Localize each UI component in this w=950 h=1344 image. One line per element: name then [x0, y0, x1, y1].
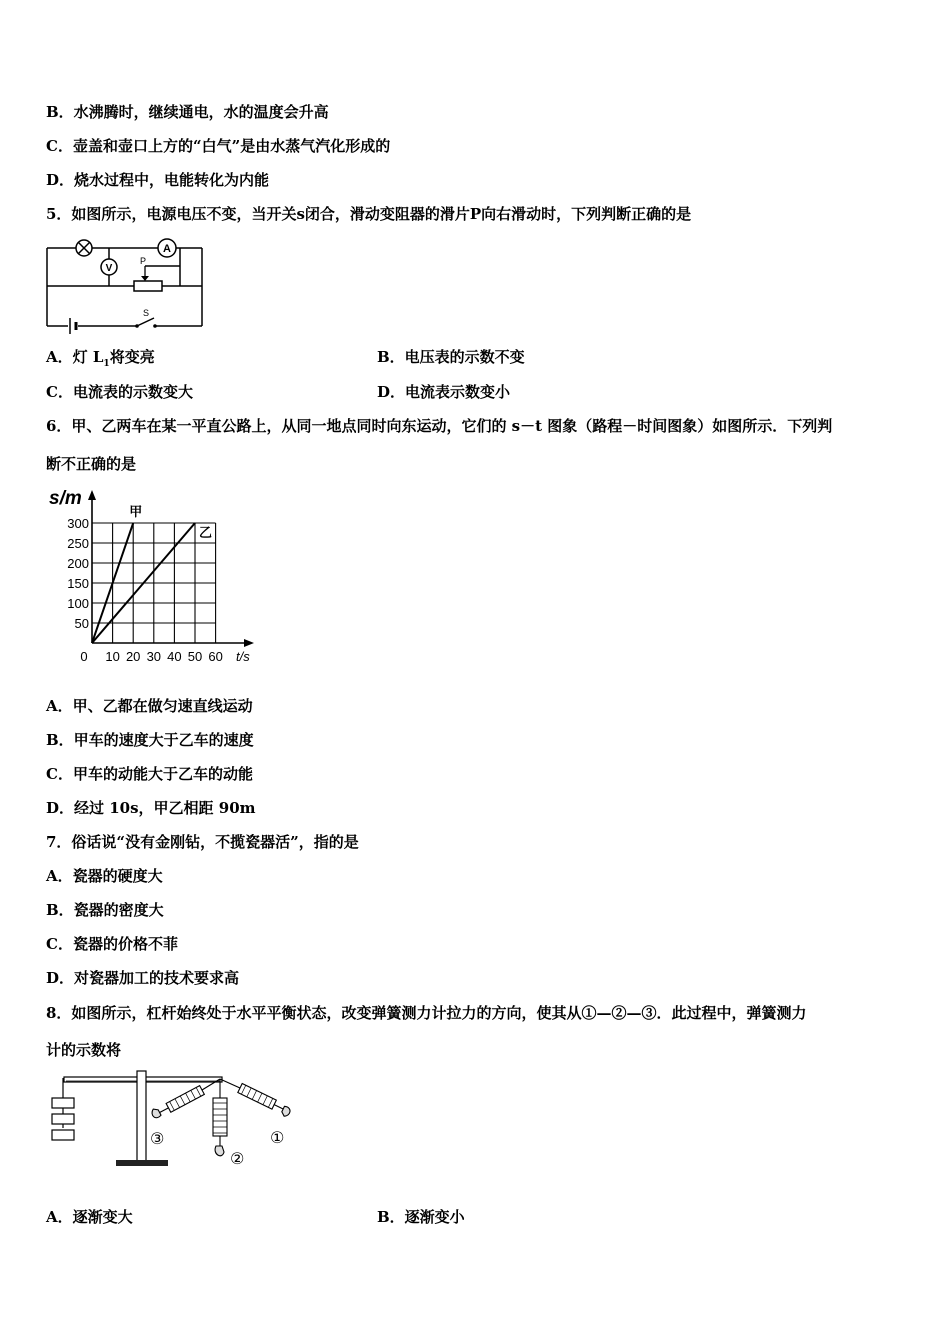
x-tick-label: 60: [208, 649, 223, 664]
svg-text:V: V: [105, 263, 113, 274]
q4-option-b: B．水沸腾时，继续通电，水的温度会升高: [46, 103, 329, 121]
x-tick-label: 50: [187, 649, 203, 664]
position-label-3: ③: [150, 1131, 165, 1148]
q8-option-b: B．逐渐变小: [377, 1208, 465, 1226]
hanging-weights: [52, 1078, 74, 1140]
stand: [116, 1071, 168, 1166]
q7-option-b: B．瓷器的密度大: [46, 901, 164, 919]
q6-option-a: A．甲、乙都在做匀速直线运动: [46, 697, 253, 715]
y-tick-label: 150: [67, 576, 89, 591]
x-tick-label: 30: [146, 649, 162, 664]
ammeter-icon: [158, 239, 176, 257]
q5-option-d: D．电流表示数变小: [377, 383, 511, 401]
q4-option-c: C．壶盖和壶口上方的“白气”是由水蒸气汽化形成的: [46, 137, 391, 155]
q7-option-d: D．对瓷器加工的技术要求高: [46, 969, 240, 987]
y-tick-label: 200: [67, 556, 89, 571]
q5-option-b: B．电压表的示数不变: [377, 348, 525, 366]
q6-option-c: C．甲车的动能大于乙车的动能: [46, 765, 253, 783]
q5-circuit-figure: [44, 236, 204, 331]
svg-text:P: P: [140, 256, 147, 266]
svg-text:A: A: [163, 243, 171, 255]
voltmeter-icon: [101, 259, 117, 275]
q7-option-c: C．瓷器的价格不菲: [46, 935, 178, 953]
y-tick-label: 250: [67, 536, 89, 551]
lamp-icon: [76, 240, 92, 256]
q8-lever-figure: [44, 1068, 304, 1170]
series-label-2: 乙: [199, 525, 213, 540]
q8-stem-line2: 计的示数将: [46, 1041, 122, 1059]
q6-stem-line1: 6．甲、乙两车在某一平直公路上，从同一地点同时向东运动，它们的 s－t 图象（路程－时间图象）如图所示．下列判: [46, 417, 833, 435]
x-axis-label: t/s: [236, 649, 250, 664]
q6-option-b: B．甲车的速度大于乙车的速度: [46, 731, 254, 749]
switch-icon: [135, 308, 157, 328]
svg-text:S: S: [143, 308, 150, 318]
x-tick-label: 10: [105, 649, 120, 664]
q5-stem: 5．如图所示，电源电压不变，当开关s闭合，滑动变阻器的滑片P向右滑动时，下列判断正确的是: [46, 205, 692, 223]
battery-icon: [70, 318, 76, 334]
spring-scale-2: [213, 1079, 227, 1156]
x-tick-label: 40: [167, 649, 182, 664]
x-tick-label: 20: [125, 649, 141, 664]
rheostat-icon: [134, 256, 162, 291]
x-axis-arrow: [244, 639, 254, 647]
q5-option-c: C．电流表的示数变大: [46, 383, 193, 401]
q8-stem-line1: 8．如图所示，杠杆始终处于水平平衡状态，改变弹簧测力计拉力的方向，使其从①—②—③．此过程中，弹簧测力: [46, 1004, 807, 1022]
q8-option-a: A．逐渐变大: [46, 1208, 133, 1226]
q6-option-d: D．经过 10s，甲乙相距 90m: [46, 799, 256, 817]
q7-stem: 7．俗话说“没有金刚钻，不揽瓷器活”，指的是: [46, 833, 359, 851]
series-label-1: 甲: [129, 504, 143, 519]
y-axis-arrow: [88, 490, 96, 500]
q7-option-a: A．瓷器的硬度大: [46, 867, 163, 885]
x-tick-label: 0: [80, 649, 88, 664]
y-tick-label: 50: [74, 616, 89, 631]
st-graph: [44, 484, 264, 669]
spring-scale-1: [220, 1079, 292, 1118]
q5-option-a: A．灯 $L_1$将变亮: [46, 348, 155, 369]
position-label-1: ①: [270, 1130, 285, 1147]
q6-stem-line2: 断不正确的是: [46, 455, 137, 473]
y-tick-label: 300: [67, 516, 89, 531]
y-axis-label: s/m: [49, 488, 82, 509]
q4-option-d: D．烧水过程中，电能转化为内能: [46, 171, 270, 189]
spring-scale-3: [150, 1079, 220, 1120]
position-label-2: ②: [230, 1151, 245, 1168]
y-tick-label: 100: [67, 596, 89, 611]
